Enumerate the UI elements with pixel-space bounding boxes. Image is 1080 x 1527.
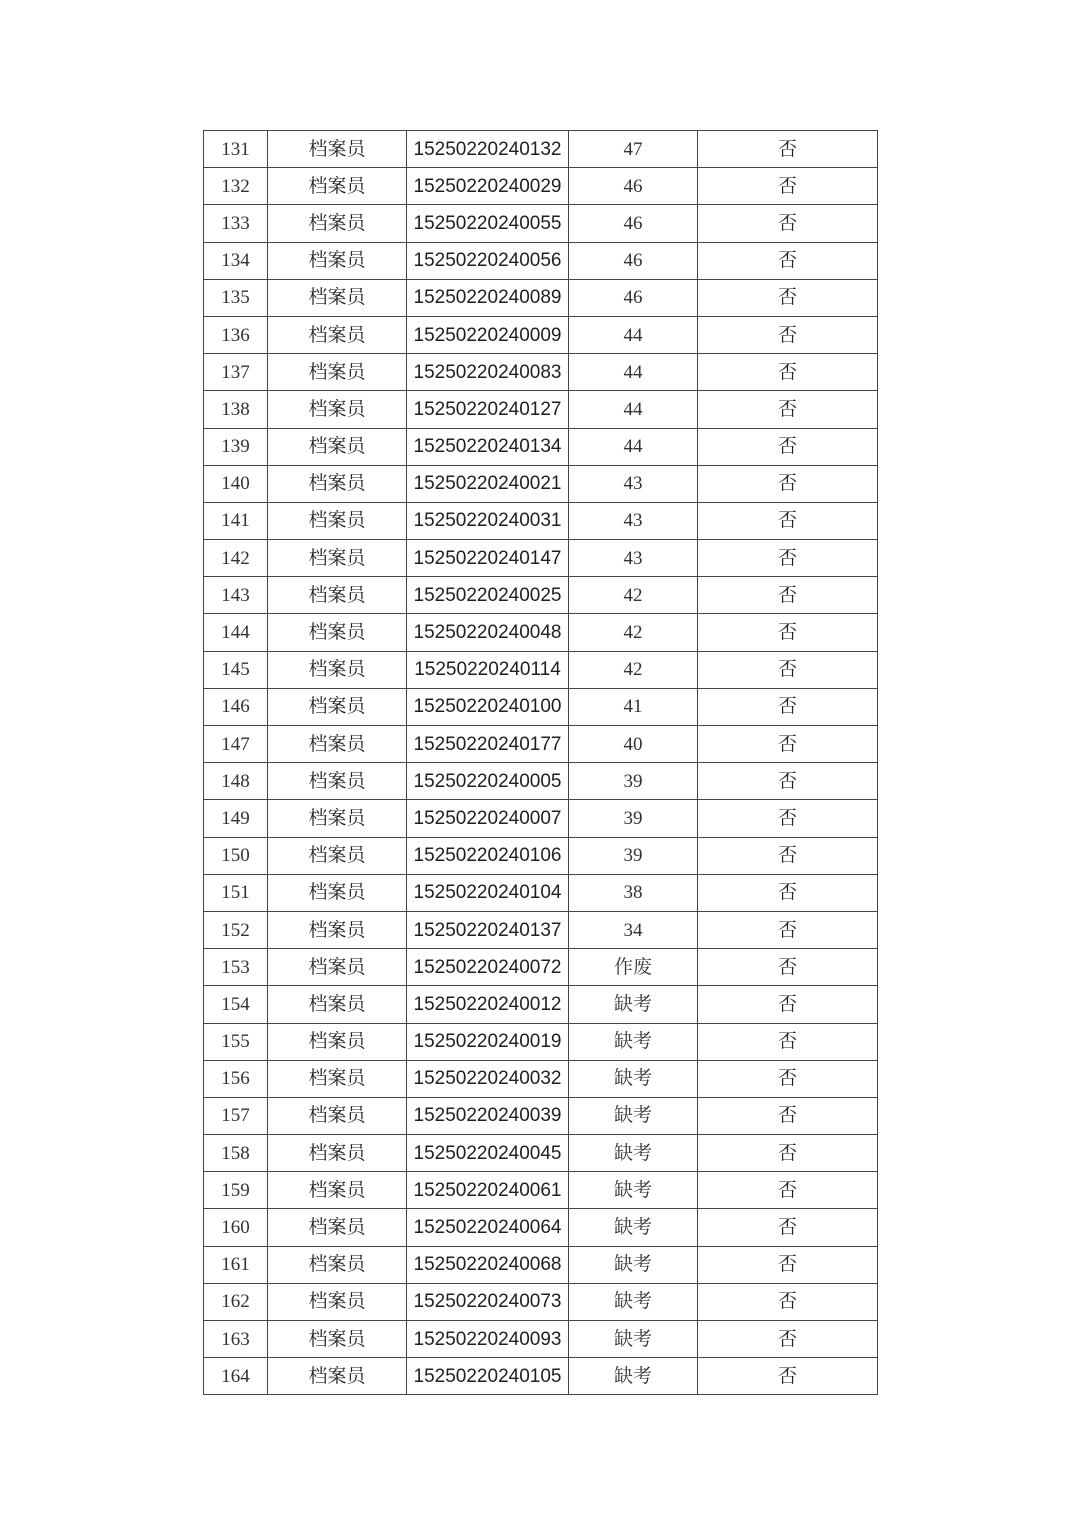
table-row	[204, 837, 878, 874]
position-cell: 档案员	[268, 168, 407, 205]
position-cell: 档案员	[268, 1060, 407, 1097]
table-row	[204, 465, 878, 502]
position-cell: 档案员	[268, 1135, 407, 1172]
score-cell: 47	[569, 131, 698, 168]
row-number-cell: 156	[204, 1060, 268, 1097]
advance-status-cell: 否	[698, 577, 878, 614]
row-number-cell: 144	[204, 614, 268, 651]
ticket-number-cell: 15250220240106	[407, 837, 569, 874]
ticket-number-cell: 15250220240005	[407, 763, 569, 800]
row-number-cell: 131	[204, 131, 268, 168]
ticket-number-cell: 15250220240032	[407, 1060, 569, 1097]
score-cell: 缺考	[569, 1358, 698, 1395]
position-cell: 档案员	[268, 800, 407, 837]
ticket-number-cell: 15250220240177	[407, 726, 569, 763]
row-number-cell: 150	[204, 837, 268, 874]
table-row	[204, 911, 878, 948]
position-cell: 档案员	[268, 465, 407, 502]
table-row	[204, 1097, 878, 1134]
score-cell: 缺考	[569, 1209, 698, 1246]
row-number-cell: 145	[204, 651, 268, 688]
advance-status-cell: 否	[698, 131, 878, 168]
ticket-number-cell: 15250220240073	[407, 1283, 569, 1320]
score-cell: 42	[569, 577, 698, 614]
ticket-number-cell: 15250220240021	[407, 465, 569, 502]
position-cell: 档案员	[268, 540, 407, 577]
advance-status-cell: 否	[698, 763, 878, 800]
advance-status-cell: 否	[698, 874, 878, 911]
score-cell: 39	[569, 763, 698, 800]
score-cell: 44	[569, 391, 698, 428]
score-cell: 43	[569, 502, 698, 539]
score-cell: 缺考	[569, 1135, 698, 1172]
ticket-number-cell: 15250220240093	[407, 1321, 569, 1358]
table-row	[204, 949, 878, 986]
row-number-cell: 153	[204, 949, 268, 986]
position-cell: 档案员	[268, 205, 407, 242]
advance-status-cell: 否	[698, 1023, 878, 1060]
table-row	[204, 800, 878, 837]
row-number-cell: 162	[204, 1283, 268, 1320]
row-number-cell: 161	[204, 1246, 268, 1283]
advance-status-cell: 否	[698, 1135, 878, 1172]
position-cell: 档案员	[268, 874, 407, 911]
ticket-number-cell: 15250220240048	[407, 614, 569, 651]
ticket-number-cell: 15250220240127	[407, 391, 569, 428]
row-number-cell: 151	[204, 874, 268, 911]
row-number-cell: 155	[204, 1023, 268, 1060]
table-row	[204, 1358, 878, 1395]
position-cell: 档案员	[268, 131, 407, 168]
row-number-cell: 137	[204, 354, 268, 391]
advance-status-cell: 否	[698, 168, 878, 205]
ticket-number-cell: 15250220240132	[407, 131, 569, 168]
ticket-number-cell: 15250220240104	[407, 874, 569, 911]
ticket-number-cell: 15250220240031	[407, 502, 569, 539]
position-cell: 档案员	[268, 1023, 407, 1060]
row-number-cell: 149	[204, 800, 268, 837]
row-number-cell: 142	[204, 540, 268, 577]
position-cell: 档案员	[268, 502, 407, 539]
advance-status-cell: 否	[698, 1283, 878, 1320]
advance-status-cell: 否	[698, 837, 878, 874]
score-cell: 40	[569, 726, 698, 763]
score-cell: 39	[569, 837, 698, 874]
advance-status-cell: 否	[698, 205, 878, 242]
score-cell: 38	[569, 874, 698, 911]
position-cell: 档案员	[268, 726, 407, 763]
row-number-cell: 138	[204, 391, 268, 428]
advance-status-cell: 否	[698, 1097, 878, 1134]
row-number-cell: 158	[204, 1135, 268, 1172]
ticket-number-cell: 15250220240105	[407, 1358, 569, 1395]
table-row	[204, 354, 878, 391]
advance-status-cell: 否	[698, 911, 878, 948]
score-cell: 缺考	[569, 1023, 698, 1060]
ticket-number-cell: 15250220240055	[407, 205, 569, 242]
row-number-cell: 143	[204, 577, 268, 614]
score-cell: 缺考	[569, 1172, 698, 1209]
score-cell: 46	[569, 168, 698, 205]
table-row	[204, 577, 878, 614]
table-row	[204, 168, 878, 205]
advance-status-cell: 否	[698, 428, 878, 465]
ticket-number-cell: 15250220240012	[407, 986, 569, 1023]
score-cell: 46	[569, 279, 698, 316]
table-row	[204, 1023, 878, 1060]
score-cell: 44	[569, 354, 698, 391]
advance-status-cell: 否	[698, 540, 878, 577]
position-cell: 档案员	[268, 391, 407, 428]
ticket-number-cell: 15250220240029	[407, 168, 569, 205]
score-cell: 46	[569, 242, 698, 279]
position-cell: 档案员	[268, 354, 407, 391]
ticket-number-cell: 15250220240068	[407, 1246, 569, 1283]
table-row	[204, 1246, 878, 1283]
advance-status-cell: 否	[698, 354, 878, 391]
table-row	[204, 614, 878, 651]
score-cell: 42	[569, 651, 698, 688]
position-cell: 档案员	[268, 651, 407, 688]
table-row	[204, 726, 878, 763]
table-row	[204, 242, 878, 279]
score-cell: 缺考	[569, 1321, 698, 1358]
ticket-number-cell: 15250220240061	[407, 1172, 569, 1209]
ticket-number-cell: 15250220240056	[407, 242, 569, 279]
table-row	[204, 688, 878, 725]
table-row	[204, 1060, 878, 1097]
table-row	[204, 874, 878, 911]
score-cell: 43	[569, 540, 698, 577]
advance-status-cell: 否	[698, 1321, 878, 1358]
position-cell: 档案员	[268, 986, 407, 1023]
position-cell: 档案员	[268, 316, 407, 353]
score-cell: 缺考	[569, 1246, 698, 1283]
advance-status-cell: 否	[698, 986, 878, 1023]
position-cell: 档案员	[268, 1209, 407, 1246]
advance-status-cell: 否	[698, 800, 878, 837]
row-number-cell: 134	[204, 242, 268, 279]
table-row	[204, 1283, 878, 1320]
advance-status-cell: 否	[698, 316, 878, 353]
score-cell: 作废	[569, 949, 698, 986]
table-row	[204, 391, 878, 428]
advance-status-cell: 否	[698, 279, 878, 316]
position-cell: 档案员	[268, 837, 407, 874]
advance-status-cell: 否	[698, 726, 878, 763]
ticket-number-cell: 15250220240137	[407, 911, 569, 948]
row-number-cell: 159	[204, 1172, 268, 1209]
position-cell: 档案员	[268, 911, 407, 948]
advance-status-cell: 否	[698, 465, 878, 502]
table-row	[204, 316, 878, 353]
table-row	[204, 986, 878, 1023]
ticket-number-cell: 15250220240134	[407, 428, 569, 465]
position-cell: 档案员	[268, 279, 407, 316]
row-number-cell: 157	[204, 1097, 268, 1134]
ticket-number-cell: 15250220240100	[407, 688, 569, 725]
advance-status-cell: 否	[698, 1209, 878, 1246]
score-cell: 缺考	[569, 1060, 698, 1097]
table-row	[204, 1321, 878, 1358]
score-cell: 缺考	[569, 1097, 698, 1134]
table-row	[204, 763, 878, 800]
position-cell: 档案员	[268, 1358, 407, 1395]
row-number-cell: 133	[204, 205, 268, 242]
table-row	[204, 540, 878, 577]
ticket-number-cell: 15250220240025	[407, 577, 569, 614]
position-cell: 档案员	[268, 1172, 407, 1209]
advance-status-cell: 否	[698, 502, 878, 539]
table-row	[204, 205, 878, 242]
advance-status-cell: 否	[698, 1358, 878, 1395]
position-cell: 档案员	[268, 614, 407, 651]
ticket-number-cell: 15250220240147	[407, 540, 569, 577]
advance-status-cell: 否	[698, 614, 878, 651]
position-cell: 档案员	[268, 577, 407, 614]
score-cell: 缺考	[569, 986, 698, 1023]
position-cell: 档案员	[268, 428, 407, 465]
row-number-cell: 152	[204, 911, 268, 948]
ticket-number-cell: 15250220240045	[407, 1135, 569, 1172]
ticket-number-cell: 15250220240007	[407, 800, 569, 837]
position-cell: 档案员	[268, 763, 407, 800]
row-number-cell: 147	[204, 726, 268, 763]
row-number-cell: 146	[204, 688, 268, 725]
ticket-number-cell: 15250220240083	[407, 354, 569, 391]
position-cell: 档案员	[268, 688, 407, 725]
results-table-body	[204, 131, 878, 1395]
row-number-cell: 148	[204, 763, 268, 800]
advance-status-cell: 否	[698, 688, 878, 725]
ticket-number-cell: 15250220240009	[407, 316, 569, 353]
advance-status-cell: 否	[698, 1172, 878, 1209]
score-cell: 46	[569, 205, 698, 242]
row-number-cell: 135	[204, 279, 268, 316]
position-cell: 档案员	[268, 1246, 407, 1283]
advance-status-cell: 否	[698, 1060, 878, 1097]
advance-status-cell: 否	[698, 949, 878, 986]
advance-status-cell: 否	[698, 651, 878, 688]
row-number-cell: 164	[204, 1358, 268, 1395]
table-row	[204, 651, 878, 688]
table-row	[204, 1172, 878, 1209]
table-row	[204, 502, 878, 539]
score-cell: 41	[569, 688, 698, 725]
advance-status-cell: 否	[698, 242, 878, 279]
position-cell: 档案员	[268, 949, 407, 986]
ticket-number-cell: 15250220240064	[407, 1209, 569, 1246]
table-row	[204, 1209, 878, 1246]
ticket-number-cell: 15250220240019	[407, 1023, 569, 1060]
score-cell: 39	[569, 800, 698, 837]
ticket-number-cell: 15250220240072	[407, 949, 569, 986]
row-number-cell: 136	[204, 316, 268, 353]
advance-status-cell: 否	[698, 1246, 878, 1283]
position-cell: 档案员	[268, 242, 407, 279]
score-cell: 42	[569, 614, 698, 651]
row-number-cell: 132	[204, 168, 268, 205]
row-number-cell: 154	[204, 986, 268, 1023]
ticket-number-cell: 15250220240089	[407, 279, 569, 316]
row-number-cell: 140	[204, 465, 268, 502]
row-number-cell: 160	[204, 1209, 268, 1246]
ticket-number-cell: 15250220240114	[407, 651, 569, 688]
row-number-cell: 139	[204, 428, 268, 465]
score-cell: 43	[569, 465, 698, 502]
advance-status-cell: 否	[698, 391, 878, 428]
table-row	[204, 131, 878, 168]
position-cell: 档案员	[268, 1321, 407, 1358]
score-cell: 44	[569, 428, 698, 465]
results-table	[203, 130, 878, 1395]
row-number-cell: 163	[204, 1321, 268, 1358]
score-cell: 34	[569, 911, 698, 948]
table-row	[204, 1135, 878, 1172]
score-cell: 44	[569, 316, 698, 353]
position-cell: 档案员	[268, 1097, 407, 1134]
table-row	[204, 428, 878, 465]
ticket-number-cell: 15250220240039	[407, 1097, 569, 1134]
row-number-cell: 141	[204, 502, 268, 539]
position-cell: 档案员	[268, 1283, 407, 1320]
table-row	[204, 279, 878, 316]
score-cell: 缺考	[569, 1283, 698, 1320]
